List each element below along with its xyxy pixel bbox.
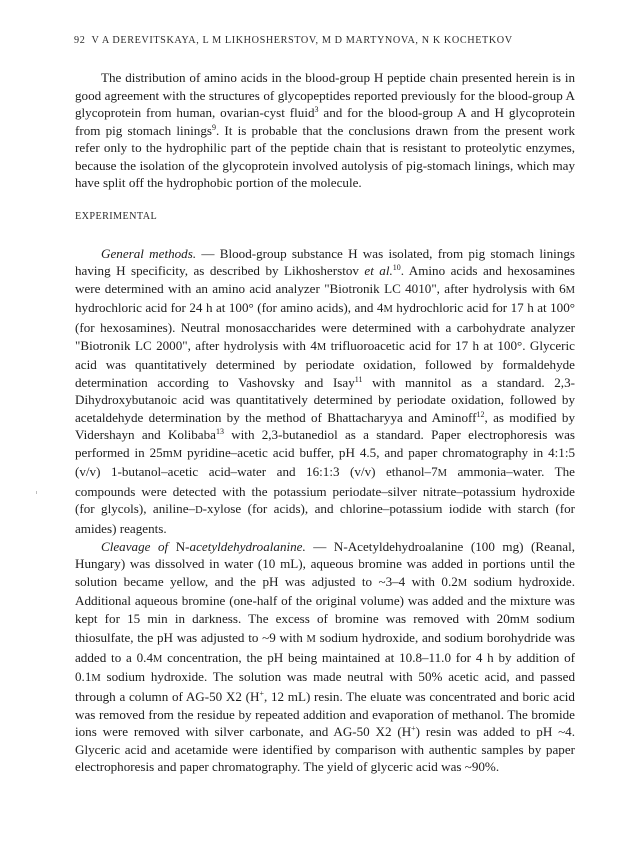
cl-text-d: sodium hydroxide, and sodium borohydride was added to a 0.4 <box>75 630 576 665</box>
cleavage-run-in: Cleavage of <box>101 538 169 554</box>
cl-unit-5: M <box>91 673 101 685</box>
gm-text-h: with 2,3-butanediol as a standard. Paper electrophoresis was performed in 25m <box>75 427 575 460</box>
gm-text-c: hydrochloric acid for 24 h at 100° (for amino acids), and 4 <box>75 300 384 316</box>
running-head <box>74 34 575 48</box>
gm-unit-6: D <box>195 505 203 517</box>
intro-paragraph <box>75 69 575 192</box>
gm-text-f: with mannitol as a standard. 2,3-Dihydroxybutanoic acid was quantitatively determined by periodate oxidation, followed by acetaldehyde determination by the method of Bhattacharyya and Aminoff <box>75 374 575 425</box>
intro-text-2: and for the blood-group A and H glycoprotein from pig stomach linings <box>75 105 575 138</box>
scan-mark <box>36 491 37 494</box>
gm-text-b: . Amino acids and hexosamines were determined with an amino acid analyzer "Biotronik LC 4010", after hydrolysis with 6 <box>75 263 575 296</box>
gm-unit-3: M <box>316 341 327 353</box>
gm-text-a: — Blood-group substance H was isolated, from pig stomach linings having H specificity, as described by Likhosherstov <box>75 245 575 279</box>
cl-text-c: sodium thiosulfate, the pH was adjusted to ~9 with <box>75 610 575 646</box>
cl-sup-1: + <box>259 688 264 698</box>
cl-text-f: sodium hydroxide. The solution was made neutral with 50% acetic acid, and passed through a column of AG-50 X2 (H <box>75 669 575 704</box>
gm-unit-1: M <box>565 284 575 296</box>
cl-unit-1: M <box>457 577 468 589</box>
intro-text-3: . It is probable that the conclusions drawn from the present work refer only to the hydrophilic part of the peptide chain that is resistant to proteolytic enzymes, because the isolation of the glycoprotein involved autolysis of pig-stomach linings, which may have split off the hydrophobic portion of the molecule. <box>75 122 575 191</box>
gm-text-j: ammonia–water. The compounds were detected with the potassium periodate–silver nitrate–potassium hydroxide (for glycols), aniline– <box>75 464 575 517</box>
gm-text-e: trifluoroacetic acid for 17 h at 100°. Glyceric acid was quantitatively determined by periodate oxidation, followed by formaldehyde determination according to Vashovsky and Isay <box>75 337 575 390</box>
cl-unit-4: M <box>153 653 163 665</box>
cleavage-run-in-2: N- <box>168 538 190 554</box>
cl-unit-2: M <box>519 614 530 626</box>
general-methods-paragraph <box>75 245 575 538</box>
cl-text-h: ) resin was added to pH ~4. Glyceric acid and acetamide were identified by comparison with authentic samples by paper electrophoresis and paper chromatography. The yield of glyceric acid was ~90%. <box>75 724 575 775</box>
gm-et-al: et al. <box>364 263 393 279</box>
page-number: 92 <box>74 35 86 46</box>
running-title: V A DEREVITSKAYA, L M LIKHOSHERSTOV, M D MARTYNOVA, N K KOCHETKOV <box>91 35 513 46</box>
gm-text-i: pyridine–acetic acid buffer, pH 4.5, and paper chromatography in 4:1:5 (v/v) 1-butanol–acetic acid–water and 16:1:3 (v/v) ethanol–7 <box>75 444 576 480</box>
ref-11: 11 <box>354 374 363 384</box>
page-content <box>75 34 575 776</box>
gm-unit-4: M <box>172 448 183 460</box>
general-methods-run-in: General methods. <box>101 245 197 261</box>
cl-sup-2: + <box>411 724 416 734</box>
cleavage-paragraph <box>75 538 575 776</box>
gm-text-g: , as modified by Vidershayn and Kolibaba <box>75 409 575 443</box>
gm-unit-5: M <box>437 468 447 480</box>
cleavage-run-in-3: acetyldehydroalanine. <box>189 538 306 554</box>
gm-unit-2: M <box>383 304 393 316</box>
section-heading: EXPERIMENTAL <box>75 210 158 222</box>
ref-3: 3 <box>314 105 319 115</box>
ref-13: 13 <box>215 427 224 437</box>
gm-text-k: -xylose (for acids), and chlorine–potassium iodide with starch (for amides) reagents. <box>75 501 575 537</box>
cl-unit-3: M <box>306 634 316 646</box>
ref-9: 9 <box>211 122 216 132</box>
cl-text-a: — N-Acetyldehydroalanine (100 mg) (Reanal, Hungary) was dissolved in water (10 mL), aqueous bromine was added in portions until the solution became yellow, and the pH was adjusted to ~3–4 with 0.2 <box>75 538 576 589</box>
ref-10: 10 <box>392 263 401 273</box>
gm-text-d: hydrochloric acid for 17 h at 100° (for hexosamines). Neutral monosaccharides were determined with a carbohydrate analyzer "Biotronik LC 2000", after hydrolysis with 4 <box>75 300 575 353</box>
ref-12: 12 <box>476 409 485 419</box>
cl-text-e: concentration, the pH being maintained at 10.8–11.0 for 4 h by addition of 0.1 <box>75 649 575 685</box>
intro-text: The distribution of amino acids in the blood-group H peptide chain presented herein is in good agreement with the structures of glycopeptides reported previously for the blood-group A glycoprotein from human, ovarian-cyst fluid <box>75 70 575 121</box>
cl-text-g: , 12 mL) resin. The eluate was concentrated and boric acid was removed from the residue by repeated addition and evaporation of methanol. The bromide ions were removed with silver carbonate, and AG-50 X2 (H <box>75 688 575 740</box>
cl-text-b: sodium hydroxide. Additional aqueous bromine (one-half of the original volume) was added and the mixture was kept for 15 min in darkness. The excess of bromine was removed with 20m <box>75 573 575 626</box>
